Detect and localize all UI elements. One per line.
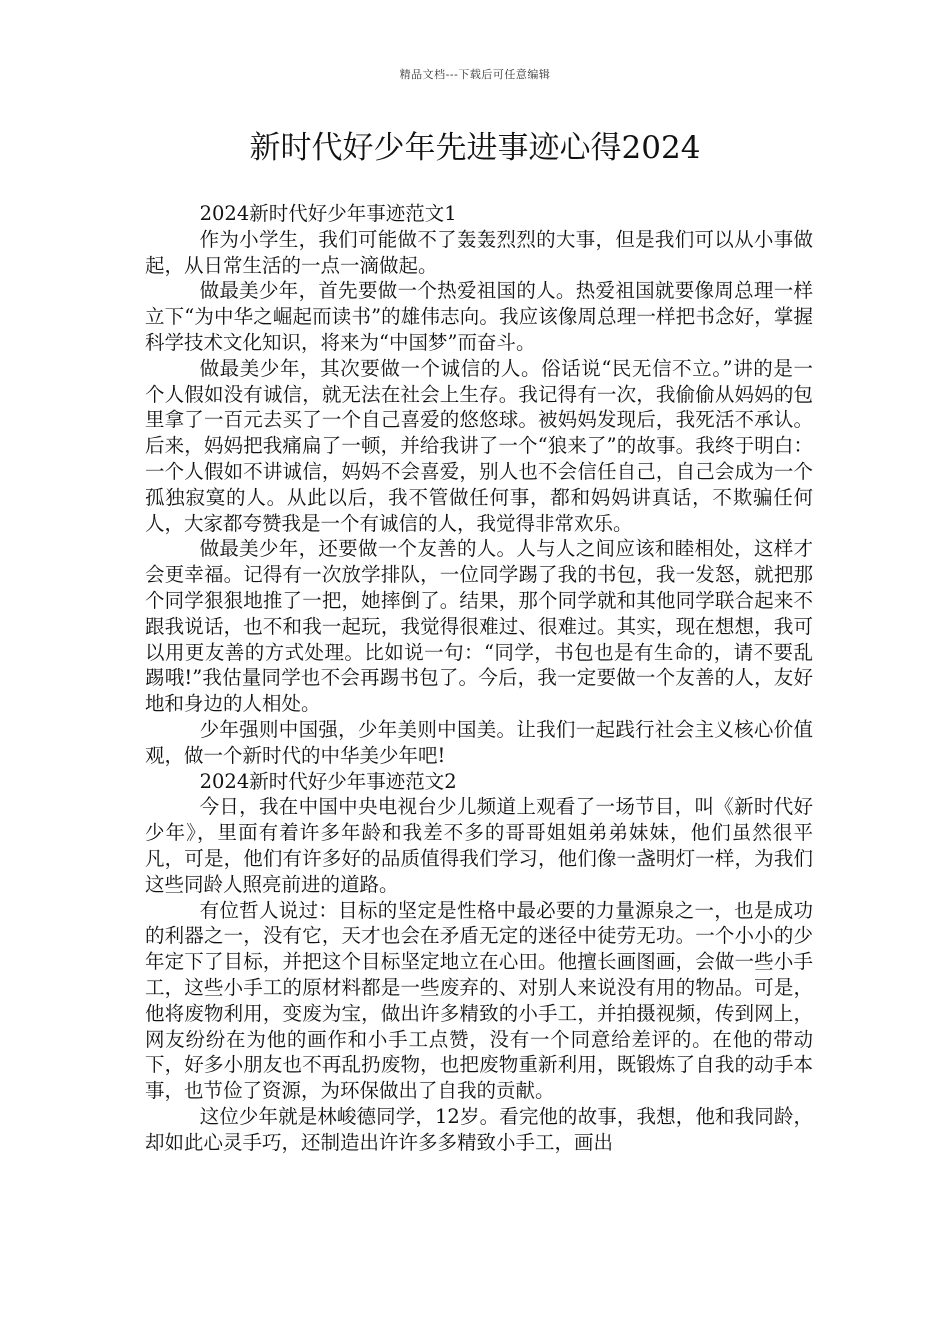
paragraph: 少年强则中国强，少年美则中国美。让我们一起践行社会主义核心价值观，做一个新时代的中华美少年吧! xyxy=(145,717,813,767)
paragraph: 这位少年就是林峻德同学，12岁。看完他的故事，我想，他和我同龄，却如此心灵手巧，还制造出许许多多精致小手工，画出 xyxy=(145,1104,813,1154)
paragraph: 有位哲人说过：目标的坚定是性格中最必要的力量源泉之一，也是成功的利器之一，没有它，天才也会在矛盾无定的迷径中徒劳无功。一个小小的少年定下了目标，并把这个目标坚定地立在心田。他擅长画图画，会做一些小手工，这些小手工的原材料都是一些废弃的、对别人来说没有用的物品。可是，他将废物利用，变废为宝，做出许多精致的小手工，并拍摄视频，传到网上，网友纷纷在为他的画作和小手工点赞，没有一个同意给差评的。在他的带动下，好多小朋友也不再乱扔废物，也把废物重新利用，既锻炼了自我的动手本事，也节俭了资源，为环保做出了自我的贡献。 xyxy=(145,898,813,1103)
paragraph: 做最美少年，其次要做一个诚信的人。俗话说“民无信不立。”讲的是一个人假如没有诚信，就无法在社会上生存。我记得有一次，我偷偷从妈妈的包里拿了一百元去买了一个自己喜爱的悠悠球。被妈妈发现后，我死活不承认。后来，妈妈把我痛扁了一顿，并给我讲了一个“狼来了”的故事。我终于明白：一个人假如不讲诚信，妈妈不会喜爱，别人也不会信任自己，自己会成为一个孤独寂寞的人。从此以后，我不管做任何事，都和妈妈讲真话，不欺骗任何人，大家都夸赞我是一个有诚信的人，我觉得非常欢乐。 xyxy=(145,356,813,535)
document-body xyxy=(145,201,813,1155)
section-heading-2: 2024新时代好少年事迹范文2 xyxy=(199,769,457,793)
document-title: 新时代好少年先进事迹心得2024 xyxy=(249,130,701,166)
paragraph: 做最美少年，首先要做一个热爱祖国的人。热爱祖国就要像周总理一样立下“为中华之崛起而读书”的雄伟志向。我应该像周总理一样把书念好，掌握科学技术文化知识，将来为“中国梦”而奋斗。 xyxy=(145,279,813,354)
section-heading-1: 2024新时代好少年事迹范文1 xyxy=(199,202,457,225)
paragraph: 作为小学生，我们可能做不了轰轰烈烈的大事，但是我们可以从小事做起，从日常生活的一点一滴做起。 xyxy=(145,227,813,277)
paragraph: 做最美少年，还要做一个友善的人。人与人之间应该和睦相处，这样才会更幸福。记得有一次放学排队，一位同学踢了我的书包，我一发怒，就把那个同学狠狠地推了一把，她摔倒了。结果，那个同学就和其他同学联合起来不跟我说话，也不和我一起玩，我觉得很难过、很难过。其实，现在想想，我可以用更友善的方式处理。比如说一句：“同学，书包也是有生命的，请不要乱踢哦!”我估量同学也不会再踢书包了。今后，我一定要做一个友善的人，友好地和身边的人相处。 xyxy=(145,537,813,716)
header-note: 精品文档---下载后可任意编辑 xyxy=(399,68,551,81)
paragraph: 今日，我在中国中央电视台少儿频道上观看了一场节目，叫《新时代好少年》，里面有着许多年龄和我差不多的哥哥姐姐弟弟妹妹，他们虽然很平凡，可是，他们有许多好的品质值得我们学习，他们像一盏明灯一样，为我们这些同龄人照亮前进的道路。 xyxy=(145,795,813,896)
